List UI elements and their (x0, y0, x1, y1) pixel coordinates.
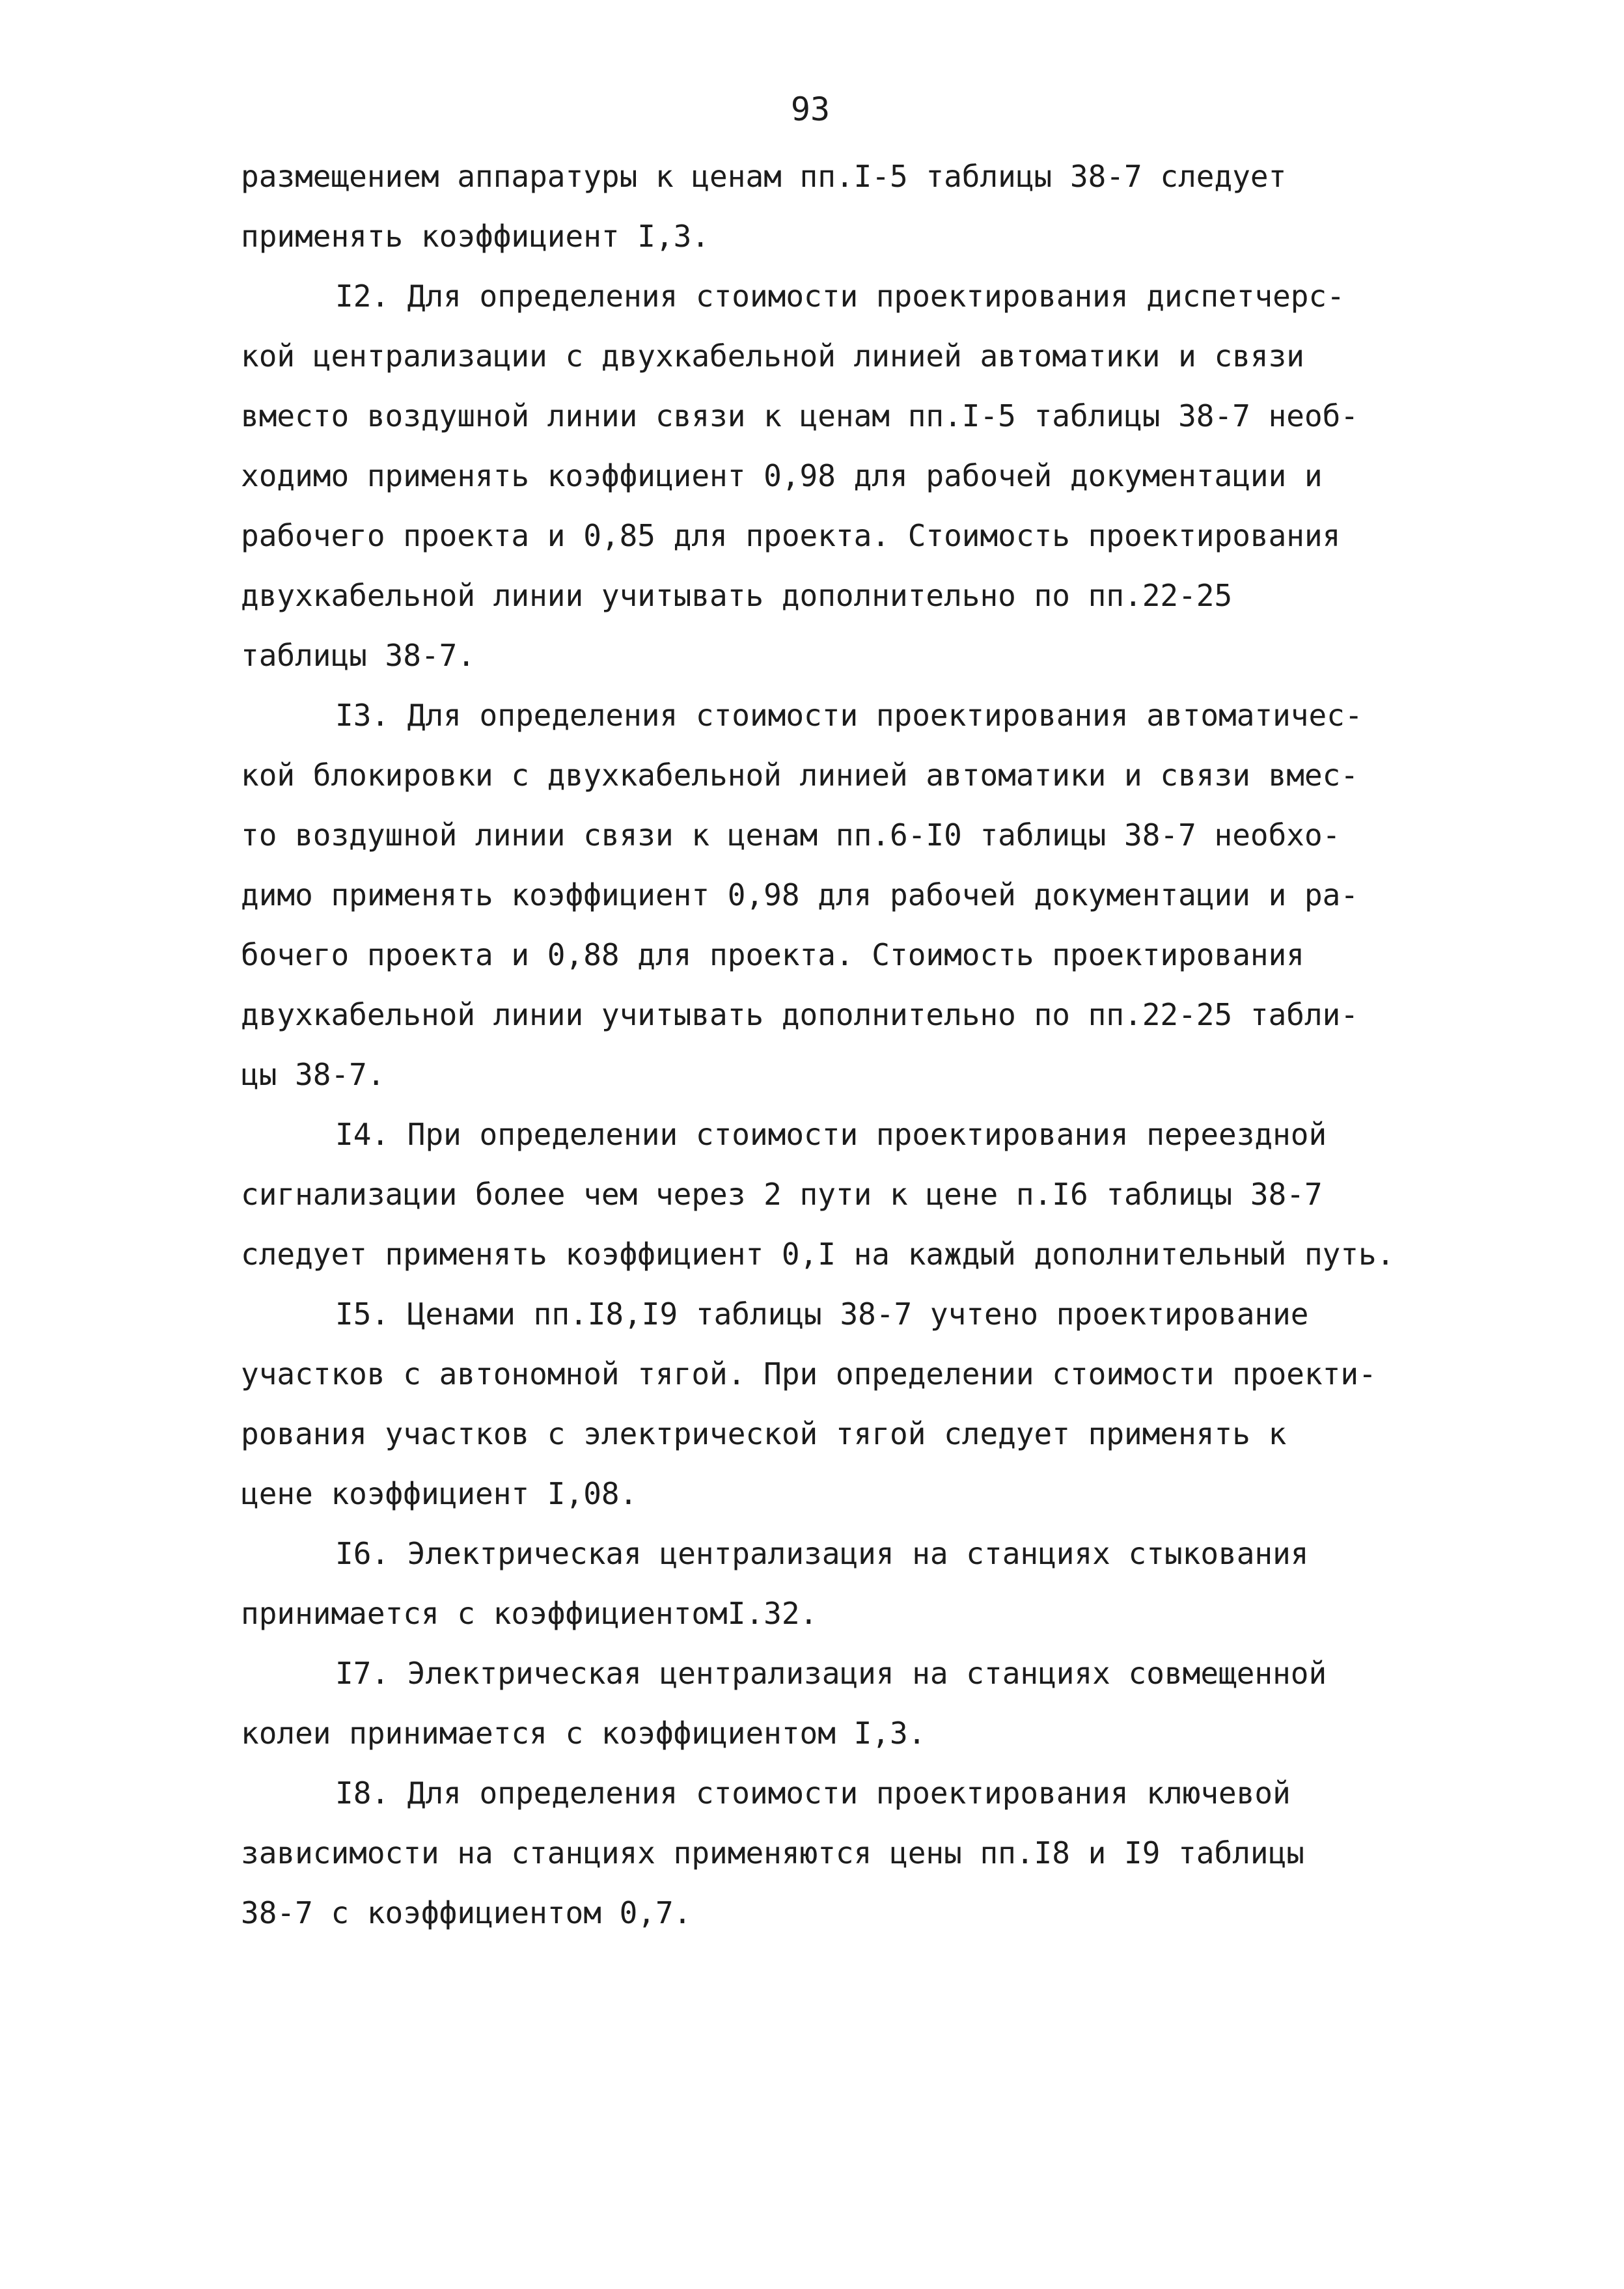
text-line: зависимости на станциях применяются цены пп.I8 и I9 таблицы (241, 1835, 1304, 1871)
text-line: цене коэффициент I,08. (241, 1476, 638, 1511)
paragraph-12 (241, 266, 1432, 685)
page-body (241, 146, 1432, 1943)
text-line: I6. Электрическая централизация на станциях стыкования (335, 1536, 1309, 1571)
text-line: I2. Для определения стоимости проектирования диспетчерс- (335, 279, 1345, 314)
text-line: I8. Для определения стоимости проектирования ключевой (335, 1775, 1291, 1811)
text-line: кой блокировки с двухкабельной линией автоматики и связи вмес- (241, 758, 1359, 793)
text-line: димо применять коэффициент 0,98 для рабочей документации и ра- (241, 877, 1359, 912)
text-line: I3. Для определения стоимости проектирования автоматичес- (335, 698, 1363, 733)
text-line: I7. Электрическая централизация на станциях совмещенной (335, 1656, 1327, 1691)
text-line: I5. Ценами пп.I8,I9 таблицы 38-7 учтено проектирование (335, 1296, 1309, 1332)
paragraph-14 (241, 1104, 1432, 1284)
text-line: двухкабельной линии учитывать дополнительно по пп.22-25 табли- (241, 997, 1359, 1032)
paragraph-15 (241, 1284, 1432, 1524)
text-line: кой централизации с двухкабельной линией автоматики и связи (241, 338, 1304, 374)
text-line: бочего проекта и 0,88 для проекта. Стоимость проектирования (241, 937, 1304, 972)
text-line: I4. При определении стоимости проектирования переездной (335, 1117, 1327, 1152)
text-line: то воздушной линии связи к ценам пп.6-I0 таблицы 38-7 необхо- (241, 817, 1341, 853)
text-line: рабочего проекта и 0,85 для проекта. Стоимость проектирования (241, 518, 1341, 553)
text-line: ходимо применять коэффициент 0,98 для рабочей документации и (241, 458, 1323, 493)
text-line: таблицы 38-7. (241, 638, 476, 673)
text-line: рования участков с электрической тягой следует применять к (241, 1416, 1287, 1451)
text-line: применять коэффициент I,3. (241, 219, 710, 254)
text-line: размещением аппаратуры к ценам пп.I-5 таблицы 38-7 следует (241, 159, 1287, 194)
text-line: колеи принимается с коэффициентом I,3. (241, 1716, 926, 1751)
text-line: двухкабельной линии учитывать дополнительно по пп.22-25 (241, 578, 1233, 613)
paragraph-continuation (241, 146, 1432, 266)
text-line: участков с автономной тягой. При определении стоимости проекти- (241, 1356, 1377, 1391)
text-line: принимается с коэффициентомI.32. (241, 1596, 818, 1631)
paragraph-16 (241, 1524, 1432, 1643)
text-line: цы 38-7. (241, 1057, 385, 1092)
text-line: сигнализации более чем через 2 пути к цене п.I6 таблицы 38-7 (241, 1177, 1323, 1212)
paragraph-13 (241, 685, 1432, 1104)
paragraph-18 (241, 1763, 1432, 1943)
paragraph-17 (241, 1643, 1432, 1763)
page-number: 93 (790, 90, 831, 128)
text-line: следует применять коэффициент 0,I на каждый дополнительный путь. (241, 1237, 1395, 1272)
text-line: вместо воздушной линии связи к ценам пп.I-5 таблицы 38-7 необ- (241, 398, 1359, 433)
text-line: 38-7 с коэффициентом 0,7. (241, 1895, 692, 1930)
